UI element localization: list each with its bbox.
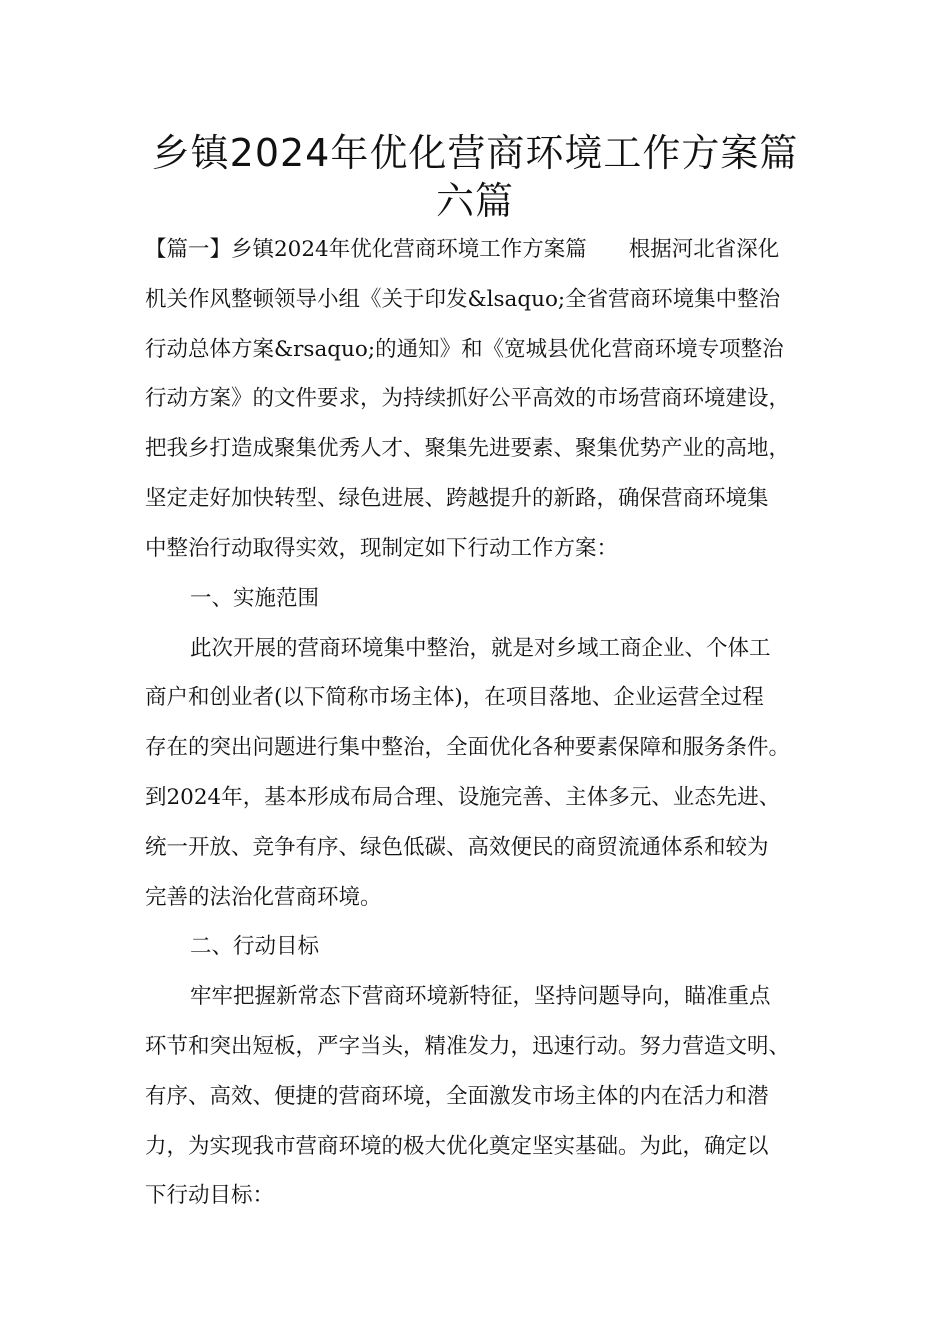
paragraph-line: 行动方案》的文件要求，为持续抓好公平高效的市场营商环境建设， bbox=[145, 386, 791, 411]
paragraph-line: 存在的突出问题进行集中整治，全面优化各种要素保障和服务条件。 bbox=[145, 735, 791, 760]
paragraph-line: 力，为实现我市营商环境的极大优化奠定坚实基础。为此，确定以 bbox=[145, 1134, 769, 1159]
paragraph-line: 有序、高效、便捷的营商环境，全面激发市场主体的内在活力和潜 bbox=[145, 1084, 769, 1109]
paragraph-line: 坚定走好加快转型、绿色进展、跨越提升的新路，确保营商环境集 bbox=[145, 486, 769, 511]
paragraph-line: 把我乡打造成聚集优秀人才、聚集先进要素、聚集优势产业的高地， bbox=[145, 436, 791, 461]
section-heading: 二、行动目标 bbox=[190, 934, 320, 959]
paragraph-line: 到2024年，基本形成布局合理、设施完善、主体多元、业态先进、 bbox=[145, 785, 781, 810]
document-title-line-2: 六篇 bbox=[435, 179, 514, 223]
paragraph-line bbox=[145, 225, 779, 275]
section-heading-inline: 【篇一】乡镇2024年优化营商环境工作方案篇 bbox=[145, 237, 587, 262]
paragraph-line: 机关作风整顿领导小组《关于印发&lsaquo;全省营商环境集中整治 bbox=[145, 287, 781, 312]
document-title-line-1: 乡镇2024年优化营商环境工作方案篇 bbox=[151, 131, 799, 175]
paragraph-line: 中整治行动取得实效，现制定如下行动工作方案： bbox=[145, 536, 619, 561]
paragraph-line: 行动总体方案&rsaquo;的通知》和《宽城县优化营商环境专项整治 bbox=[145, 337, 784, 362]
paragraph-line: 牢牢把握新常态下营商环境新特征，坚持问题导向，瞄准重点 bbox=[190, 984, 771, 1009]
paragraph-line: 此次开展的营商环境集中整治，就是对乡域工商企业、个体工 bbox=[190, 636, 771, 661]
paragraph-line: 环节和突出短板，严字当头，精准发力，迅速行动。努力营造文明、 bbox=[145, 1034, 791, 1059]
paragraph-line: 下行动目标： bbox=[145, 1183, 275, 1208]
paragraph-line: 完善的法治化营商环境。 bbox=[145, 885, 382, 910]
paragraph-text: 根据河北省深化 bbox=[628, 237, 780, 262]
paragraph-line: 统一开放、竞争有序、绿色低碳、高效便民的商贸流通体系和较为 bbox=[145, 835, 769, 860]
paragraph-line: 商户和创业者(以下简称市场主体)，在项目落地、企业运营全过程 bbox=[145, 685, 764, 710]
section-heading: 一、实施范围 bbox=[190, 586, 320, 611]
